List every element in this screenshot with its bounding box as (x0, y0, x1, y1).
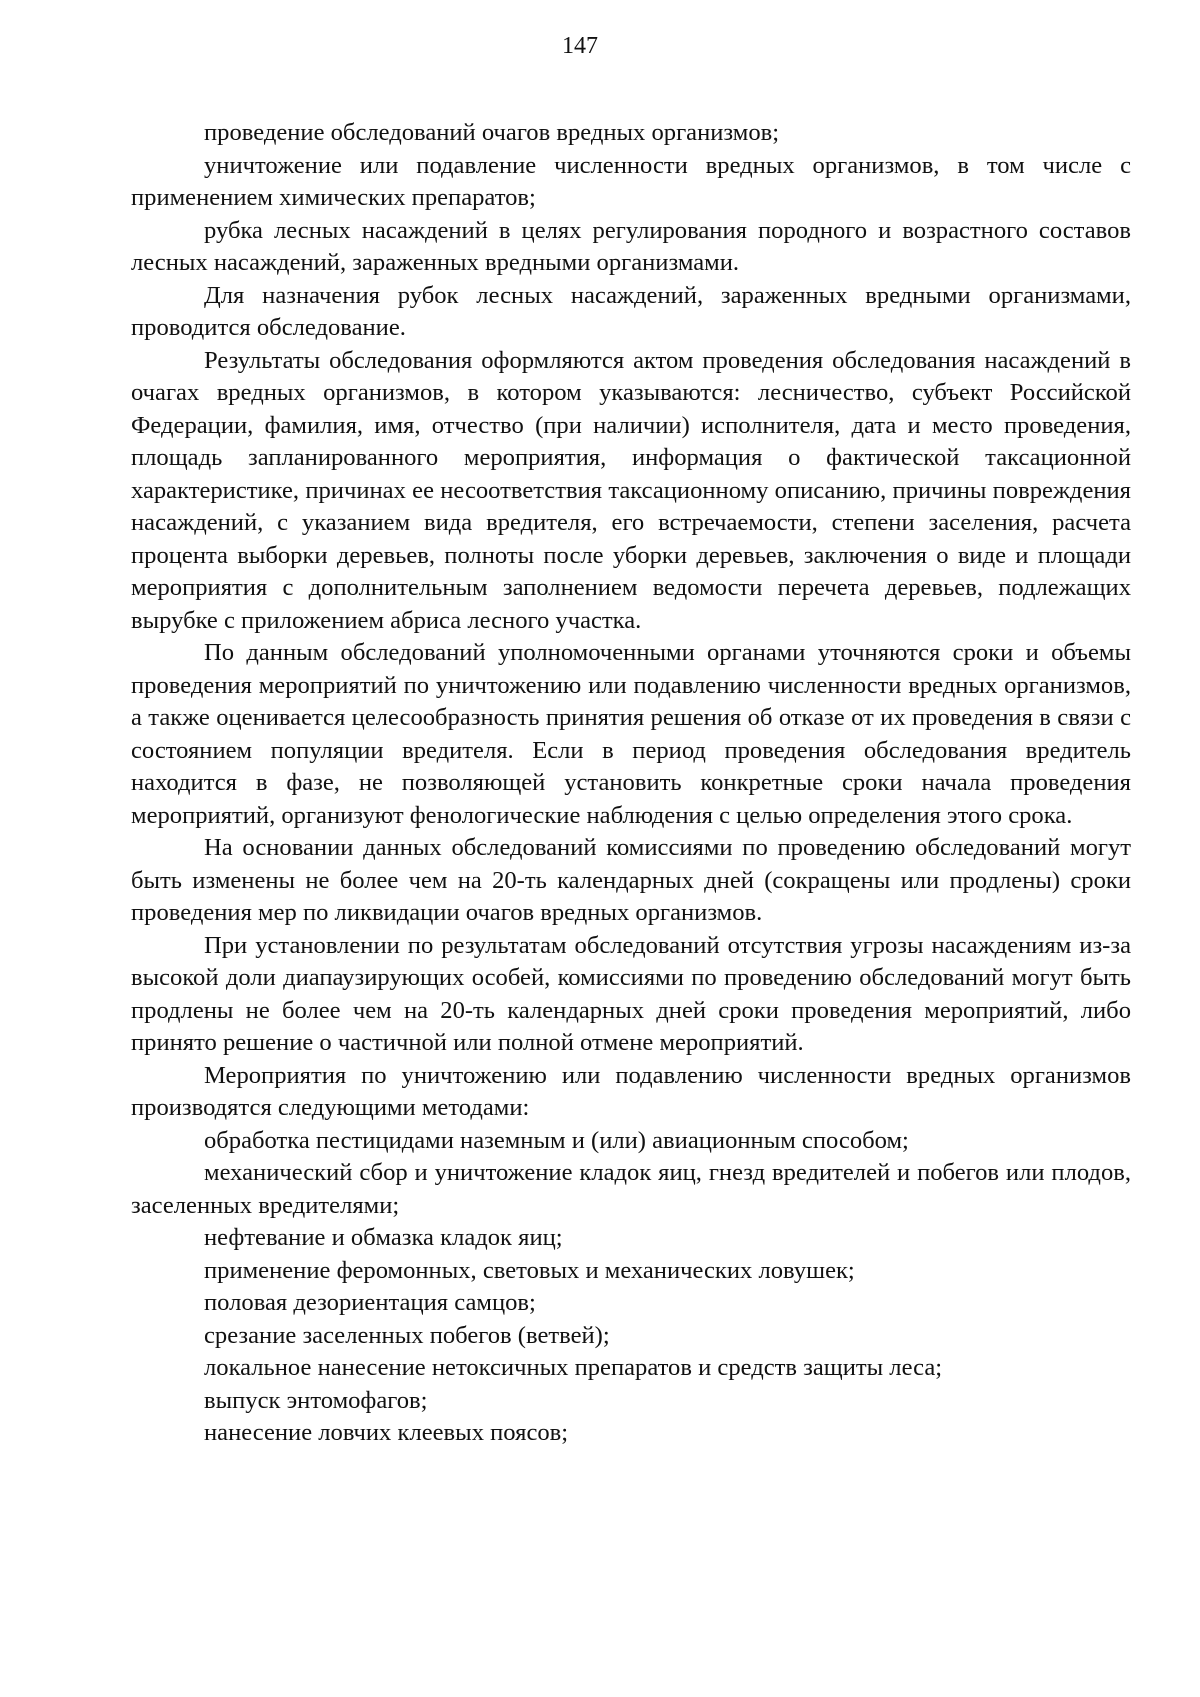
list-item: нанесение ловчих клеевых поясов; (204, 1419, 569, 1446)
list-item: применение феромонных, световых и механических ловушек; (204, 1256, 855, 1284)
paragraph: Результаты обследования оформляются актом проведения обследования насаждений в очагах вредных организмов, в котором указываются: лесничество, субъект Российской Федерации, фамилия, имя, отчество (при наличии) исполнителя, дата и место проведения, площадь запланированного мероприятия, информация о фактической таксационной характеристике, причинах ее несоответствия таксационному описанию, причины повреждения насаждений, с указанием вида вредителя, его встречаемости, степени заселения, расчета процента выборки деревьев, полноты после уборки деревьев, заключения о виде и площади мероприятия с дополнительным заполнением ведомости перечета деревьев, подлежащих вырубке с приложением абриса лесного участка. (131, 346, 1131, 634)
paragraph: проведение обследований очагов вредных организмов; (204, 119, 780, 146)
list-item: выпуск энтомофагов; (204, 1386, 428, 1414)
paragraph: рубка лесных насаждений в целях регулирования породного и возрастного составов лесных насаждений, зараженных вредными организмами. (131, 216, 1131, 276)
paragraph: уничтожение или подавление численности вредных организмов, в том числе с применением химических препаратов; (131, 151, 1131, 211)
list-item: срезание заселенных побегов (ветвей); (204, 1321, 610, 1349)
page-number: 147 (562, 33, 598, 59)
list-item: половая дезориентация самцов; (204, 1289, 536, 1316)
paragraph: Для назначения рубок лесных насаждений, зараженных вредными организмами, проводится обследование. (131, 281, 1131, 341)
paragraph: Мероприятия по уничтожению или подавлению численности вредных организмов производятся следующими методами: (131, 1061, 1131, 1121)
paragraph: По данным обследований уполномоченными органами уточняются сроки и объемы проведения мероприятий по уничтожению или подавлению численности вредных организмов, а также оценивается целесообразность принятия решения об отказе от их проведения в связи с состоянием популяции вредителя. Если в период проведения обследования вредитель находится в фазе, не позволяющей установить конкретные сроки начала проведения мероприятий, организуют фенологические наблюдения с целью определения этого срока. (131, 639, 1131, 829)
list-item: локальное нанесение нетоксичных препаратов и средств защиты леса; (204, 1354, 943, 1381)
list-item: нефтевание и обмазка кладок яиц; (204, 1224, 563, 1251)
list-item: обработка пестицидами наземным и (или) авиационным способом; (204, 1126, 909, 1154)
paragraph: На основании данных обследований комиссиями по проведению обследований могут быть изменены не более чем на 20-ть календарных дней (сокращены или продлены) сроки проведения мер по ликвидации очагов вредных организмов. (131, 834, 1131, 926)
paragraph: При установлении по результатам обследований отсутствия угрозы насаждениям из-за высокой доли диапаузирующих особей, комиссиями по проведению обследований могут быть продлены не более чем на 20-ть календарных дней сроки проведения мероприятий, либо принято решение о частичной или полной отмене мероприятий. (131, 931, 1131, 1056)
list-item: механический сбор и уничтожение кладок яиц, гнезд вредителей и побегов или плодов, заселенных вредителями; (131, 1159, 1131, 1219)
body-text (131, 117, 1131, 1450)
